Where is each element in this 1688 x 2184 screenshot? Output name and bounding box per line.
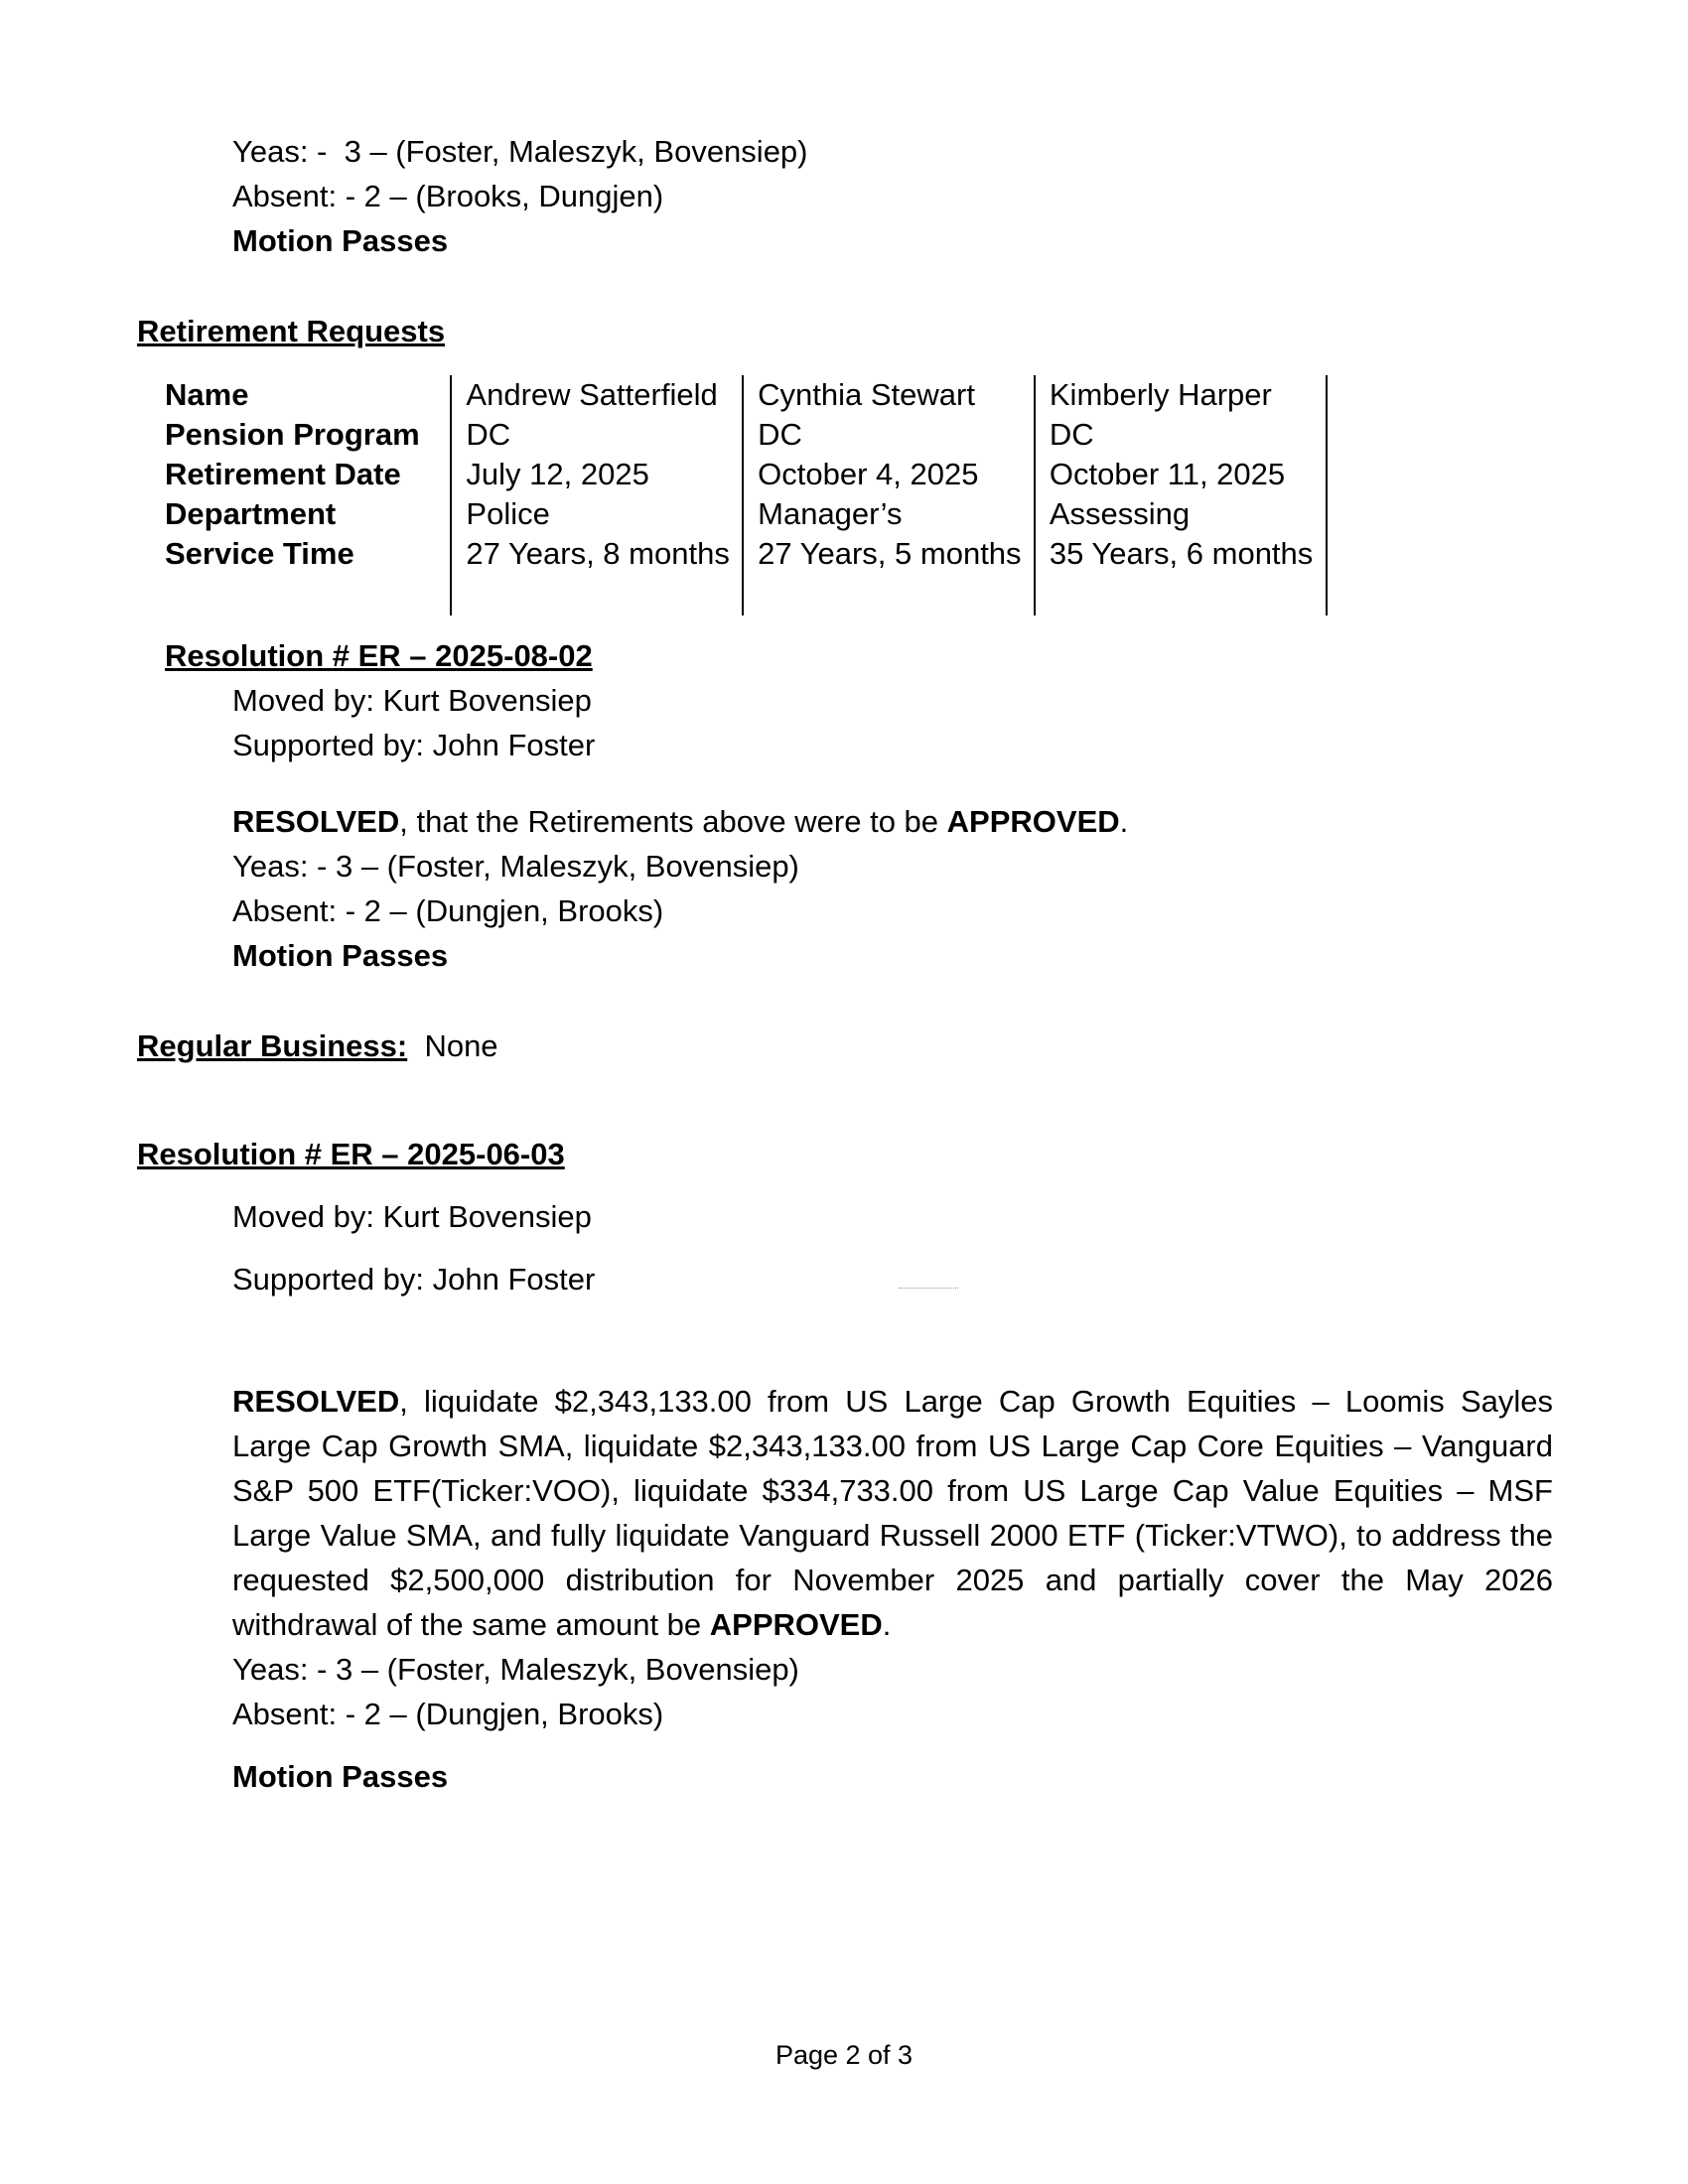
- cell-pension-1: DC: [451, 415, 743, 455]
- table-row-spacer: [165, 574, 1485, 615]
- resolution-2-resolved-paragraph: [232, 1379, 1553, 1647]
- spacer: [137, 767, 1557, 799]
- spacer: [137, 1176, 1557, 1194]
- row-label-pension-program: Pension Program: [165, 417, 420, 452]
- table-right-edge: [1327, 574, 1485, 615]
- row-label-department: Department: [165, 496, 337, 531]
- spacer: [137, 615, 1557, 633]
- resolved-label: RESOLVED: [232, 1384, 400, 1419]
- vote-absent-line: Absent: - 2 – (Brooks, Dungjen): [232, 179, 664, 213]
- resolved-status: APPROVED: [709, 1607, 883, 1642]
- table-right-edge: [1327, 375, 1485, 415]
- cell-department-3: Assessing: [1035, 494, 1327, 534]
- cell-empty-3: [1035, 574, 1327, 615]
- row-label-retirement-date: Retirement Date: [165, 457, 401, 491]
- spacer: [137, 1301, 1557, 1347]
- regular-business-line: [137, 1024, 1557, 1068]
- table-right-edge: [1327, 494, 1485, 534]
- spacer: [137, 1239, 1557, 1257]
- resolution-1-moved-by: Moved by: Kurt Bovensiep: [232, 683, 592, 718]
- resolution-1-absent: Absent: - 2 – (Dungjen, Brooks): [232, 893, 664, 928]
- cell-empty-1: [451, 574, 743, 615]
- cell-date-1: July 12, 2025: [451, 455, 743, 494]
- resolved-period: .: [882, 1607, 892, 1642]
- retirement-requests-table: [165, 375, 1485, 615]
- resolution-2-yeas: Yeas: - 3 – (Foster, Maleszyk, Bovensiep): [232, 1652, 799, 1687]
- cell-service-1: 27 Years, 8 months: [451, 534, 743, 574]
- resolution-2-absent: Absent: - 2 – (Dungjen, Brooks): [232, 1697, 664, 1731]
- resolution-1-result: Motion Passes: [232, 938, 449, 973]
- resolved-label: RESOLVED: [232, 804, 400, 839]
- cell-department-1: Police: [451, 494, 743, 534]
- table-row: [165, 494, 1485, 534]
- spacer: [137, 1114, 1557, 1132]
- regular-business-value-text: None: [424, 1028, 498, 1063]
- regular-business-value: [407, 1028, 424, 1063]
- page-footer: Page 2 of 3: [774, 2040, 914, 2070]
- vote-block-top: [137, 129, 1557, 263]
- spacer: [137, 978, 1557, 1024]
- table-right-edge: [1327, 534, 1485, 574]
- resolution-1-yeas: Yeas: - 3 – (Foster, Maleszyk, Bovensiep): [232, 849, 799, 884]
- row-label-name: Name: [165, 377, 249, 412]
- table-right-edge: [1327, 415, 1485, 455]
- regular-business-label: Regular Business:: [137, 1028, 408, 1063]
- cell-pension-3: DC: [1035, 415, 1327, 455]
- table-row: [165, 455, 1485, 494]
- cell-name-3: Kimberly Harper: [1035, 375, 1327, 415]
- spacer: [137, 263, 1557, 309]
- row-label-service-time: Service Time: [165, 536, 354, 571]
- resolved-status: APPROVED: [946, 804, 1120, 839]
- cell-service-2: 27 Years, 5 months: [743, 534, 1035, 574]
- resolved-body: , liquidate $2,343,133.00 from US Large Cap Growth Equities – Loomis Sayles Large Cap Growth SMA, liquidate $2,343,133.00 from US Large Cap Core Equities – Vanguard S&P 500 ETF(Ticker:VOO), liquidate $334,733.00 from US Large Cap Value Equities – MSF Large Value SMA, and fully liquidate Vanguard Russell 2000 ETF (Ticker:VTWO), to address the requested $2,500,000 distribution for November 2025 and partially cover the May 2026 withdrawal of the same amount be: [232, 1384, 1553, 1642]
- table-right-edge: [1327, 455, 1485, 494]
- spacer: [137, 1736, 1557, 1754]
- table-row: [165, 415, 1485, 455]
- cell-name-2: Cynthia Stewart: [743, 375, 1035, 415]
- vote-result-line: Motion Passes: [232, 223, 449, 258]
- cell-name-1: Andrew Satterfield: [451, 375, 743, 415]
- cell-date-2: October 4, 2025: [743, 455, 1035, 494]
- resolution-2-result: Motion Passes: [232, 1759, 449, 1794]
- vote-yeas-line: Yeas: - 3 – (Foster, Maleszyk, Bovensiep): [232, 134, 808, 169]
- spacer: [137, 1068, 1557, 1114]
- resolution-1-supported-by: Supported by: John Foster: [232, 728, 596, 762]
- spacer: [137, 1347, 1557, 1379]
- stray-dotted-rule: [899, 1288, 958, 1289]
- resolved-period: .: [1119, 804, 1129, 839]
- cell-date-3: October 11, 2025: [1035, 455, 1327, 494]
- resolved-text: , that the Retirements above were to be: [399, 804, 947, 839]
- cell-service-3: 35 Years, 6 months: [1035, 534, 1327, 574]
- cell-department-2: Manager’s: [743, 494, 1035, 534]
- cell-pension-2: DC: [743, 415, 1035, 455]
- resolution-1-resolved-paragraph: [232, 799, 1557, 844]
- row-label-empty: [165, 574, 451, 615]
- table-row: [165, 534, 1485, 574]
- retirement-requests-heading: Retirement Requests: [137, 314, 446, 348]
- page-content: [137, 129, 1557, 1799]
- resolution-2-supported-by: Supported by: John Foster: [232, 1262, 596, 1297]
- table-row: [165, 375, 1485, 415]
- resolution-2-heading: Resolution # ER – 2025-06-03: [137, 1137, 565, 1171]
- resolution-2-moved-by: Moved by: Kurt Bovensiep: [232, 1199, 592, 1234]
- cell-empty-2: [743, 574, 1035, 615]
- resolution-1-heading: Resolution # ER – 2025-08-02: [165, 638, 593, 673]
